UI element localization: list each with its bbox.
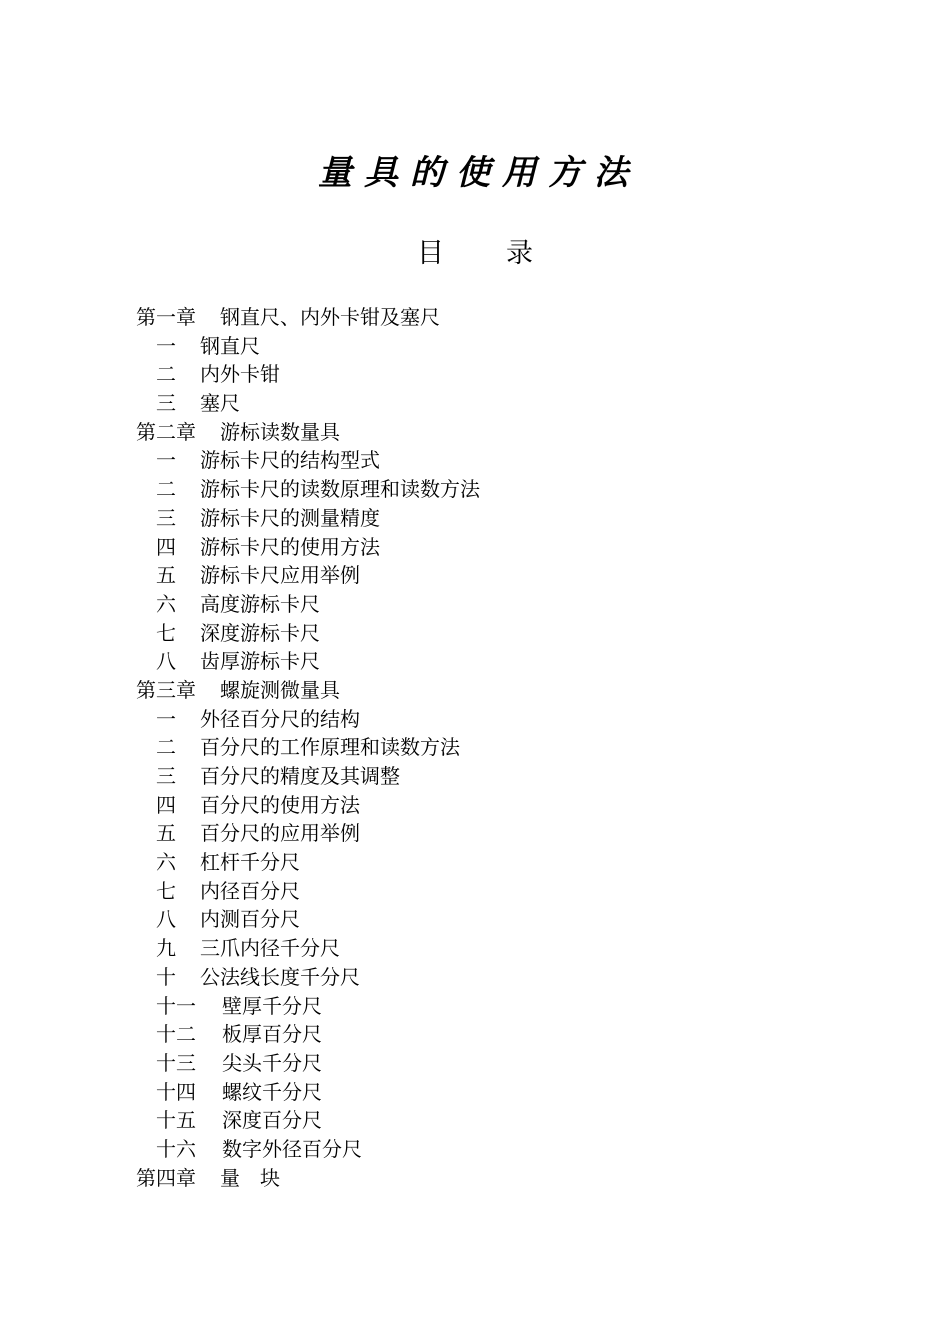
- toc-section-entry[interactable]: [136, 992, 836, 1021]
- toc-entry-number: 第一章: [136, 305, 196, 329]
- toc-chapter-entry[interactable]: [136, 1164, 836, 1193]
- toc-entry-number: 二: [156, 735, 176, 760]
- toc-entry-number: 十四: [156, 1079, 196, 1104]
- toc-section-entry[interactable]: [136, 1106, 836, 1135]
- toc-section-entry[interactable]: [136, 934, 836, 963]
- toc-section-entry[interactable]: [136, 963, 836, 992]
- toc-entry-title: 杠杆千分尺: [200, 850, 300, 875]
- toc-section-entry[interactable]: [136, 1078, 836, 1107]
- toc-section-entry[interactable]: [136, 561, 836, 590]
- toc-section-entry[interactable]: [136, 590, 836, 619]
- toc-entry-number: 一: [156, 333, 176, 358]
- toc-entry-number: 三: [156, 764, 176, 788]
- toc-entry-title: 游标读数量具: [220, 419, 340, 444]
- toc-entry-title: 三爪内径千分尺: [200, 936, 340, 961]
- toc-entry-number: 九: [156, 936, 176, 961]
- toc-entry-title: 钢直尺: [200, 333, 260, 358]
- toc-heading: [0, 232, 950, 276]
- toc-entry-number: 二: [156, 477, 176, 502]
- toc-entry-title: 齿厚游标卡尺: [200, 649, 320, 674]
- toc-entry-number: 十六: [156, 1136, 196, 1161]
- toc-section-entry[interactable]: [136, 504, 836, 533]
- toc-entry-title: 螺旋测微量具: [220, 677, 340, 702]
- toc-section-entry[interactable]: [136, 733, 836, 762]
- toc-entry-title: 板厚百分尺: [222, 1022, 322, 1047]
- toc-entry-number: 第四章: [136, 1165, 196, 1190]
- toc-heading-char-2: 录: [506, 238, 533, 269]
- toc-section-entry[interactable]: [136, 877, 836, 906]
- toc-section-entry[interactable]: [136, 1049, 836, 1078]
- toc-entry-title: 游标卡尺应用举例: [200, 563, 360, 588]
- toc-entry-number: 六: [156, 850, 176, 875]
- toc-entry-title: 壁厚千分尺: [222, 993, 322, 1018]
- toc-section-entry[interactable]: [136, 332, 836, 361]
- toc-section-entry[interactable]: [136, 360, 836, 389]
- toc-entry-number: 十三: [156, 1050, 196, 1075]
- toc-section-entry[interactable]: [136, 533, 836, 562]
- toc-section-entry[interactable]: [136, 1020, 836, 1049]
- toc-entry-title: 高度游标卡尺: [200, 591, 320, 616]
- toc-entry-title: 内径百分尺: [200, 878, 300, 903]
- toc-entry-title: 公法线长度千分尺: [200, 964, 360, 989]
- toc-chapter-entry[interactable]: [136, 676, 836, 705]
- toc-entry-number: 二: [156, 362, 176, 387]
- toc-entry-title: 百分尺的工作原理和读数方法: [200, 735, 460, 760]
- toc-entry-number: 五: [156, 821, 176, 846]
- document-title: 量具的使用方法: [318, 153, 640, 193]
- toc-entry-number: 十一: [156, 993, 196, 1018]
- toc-section-entry[interactable]: [136, 905, 836, 934]
- toc-section-entry[interactable]: [136, 446, 836, 475]
- toc-entry-title: 深度游标卡尺: [200, 620, 320, 645]
- toc-section-entry[interactable]: [136, 389, 836, 418]
- table-of-contents: [136, 303, 836, 1192]
- toc-entry-number: 八: [156, 907, 176, 932]
- toc-entry-number: 十五: [156, 1108, 196, 1133]
- toc-entry-number: 七: [156, 620, 176, 645]
- toc-entry-number: 十: [156, 964, 176, 989]
- toc-section-entry[interactable]: [136, 475, 836, 504]
- toc-entry-title: 百分尺的精度及其调整: [200, 764, 400, 788]
- toc-chapter-entry[interactable]: [136, 418, 836, 447]
- toc-heading-char-1: 目: [417, 238, 444, 269]
- toc-section-entry[interactable]: [136, 762, 836, 791]
- toc-entry-number: 六: [156, 591, 176, 616]
- toc-section-entry[interactable]: [136, 619, 836, 648]
- toc-section-entry[interactable]: [136, 705, 836, 734]
- toc-entry-title: 内外卡钳: [200, 362, 280, 387]
- toc-entry-title: 游标卡尺的结构型式: [200, 448, 380, 473]
- toc-entry-number: 一: [156, 448, 176, 473]
- toc-section-entry[interactable]: [136, 819, 836, 848]
- toc-section-entry[interactable]: [136, 848, 836, 877]
- toc-entry-title: 游标卡尺的使用方法: [200, 534, 380, 559]
- toc-entry-number: 一: [156, 706, 176, 731]
- toc-entry-number: 十二: [156, 1022, 196, 1047]
- toc-entry-number: 三: [156, 391, 176, 416]
- toc-entry-title: 尖头千分尺: [222, 1050, 322, 1075]
- toc-entry-title: 螺纹千分尺: [222, 1079, 322, 1104]
- toc-entry-number: 第三章: [136, 677, 196, 702]
- toc-entry-title: 外径百分尺的结构: [200, 706, 360, 731]
- toc-entry-number: 四: [156, 792, 176, 817]
- toc-entry-title: 内测百分尺: [200, 907, 300, 932]
- toc-entry-number: 四: [156, 534, 176, 559]
- toc-entry-title: 游标卡尺的测量精度: [200, 505, 380, 530]
- toc-chapter-entry[interactable]: [136, 303, 836, 332]
- toc-entry-title: 数字外径百分尺: [222, 1136, 362, 1161]
- toc-entry-title: 百分尺的应用举例: [200, 821, 360, 846]
- toc-section-entry[interactable]: [136, 1135, 836, 1164]
- toc-entry-number: 八: [156, 649, 176, 674]
- toc-entry-title: 百分尺的使用方法: [200, 792, 360, 817]
- toc-entry-title: 游标卡尺的读数原理和读数方法: [200, 477, 480, 502]
- toc-entry-number: 五: [156, 563, 176, 588]
- toc-entry-title: 钢直尺、内外卡钳及塞尺: [220, 305, 440, 329]
- toc-section-entry[interactable]: [136, 791, 836, 820]
- toc-entry-number: 三: [156, 505, 176, 530]
- toc-entry-number: 七: [156, 878, 176, 903]
- toc-section-entry[interactable]: [136, 647, 836, 676]
- toc-entry-title: 深度百分尺: [222, 1108, 322, 1133]
- toc-entry-title: 量 块: [220, 1165, 280, 1190]
- toc-entry-number: 第二章: [136, 419, 196, 444]
- toc-entry-title: 塞尺: [200, 391, 240, 416]
